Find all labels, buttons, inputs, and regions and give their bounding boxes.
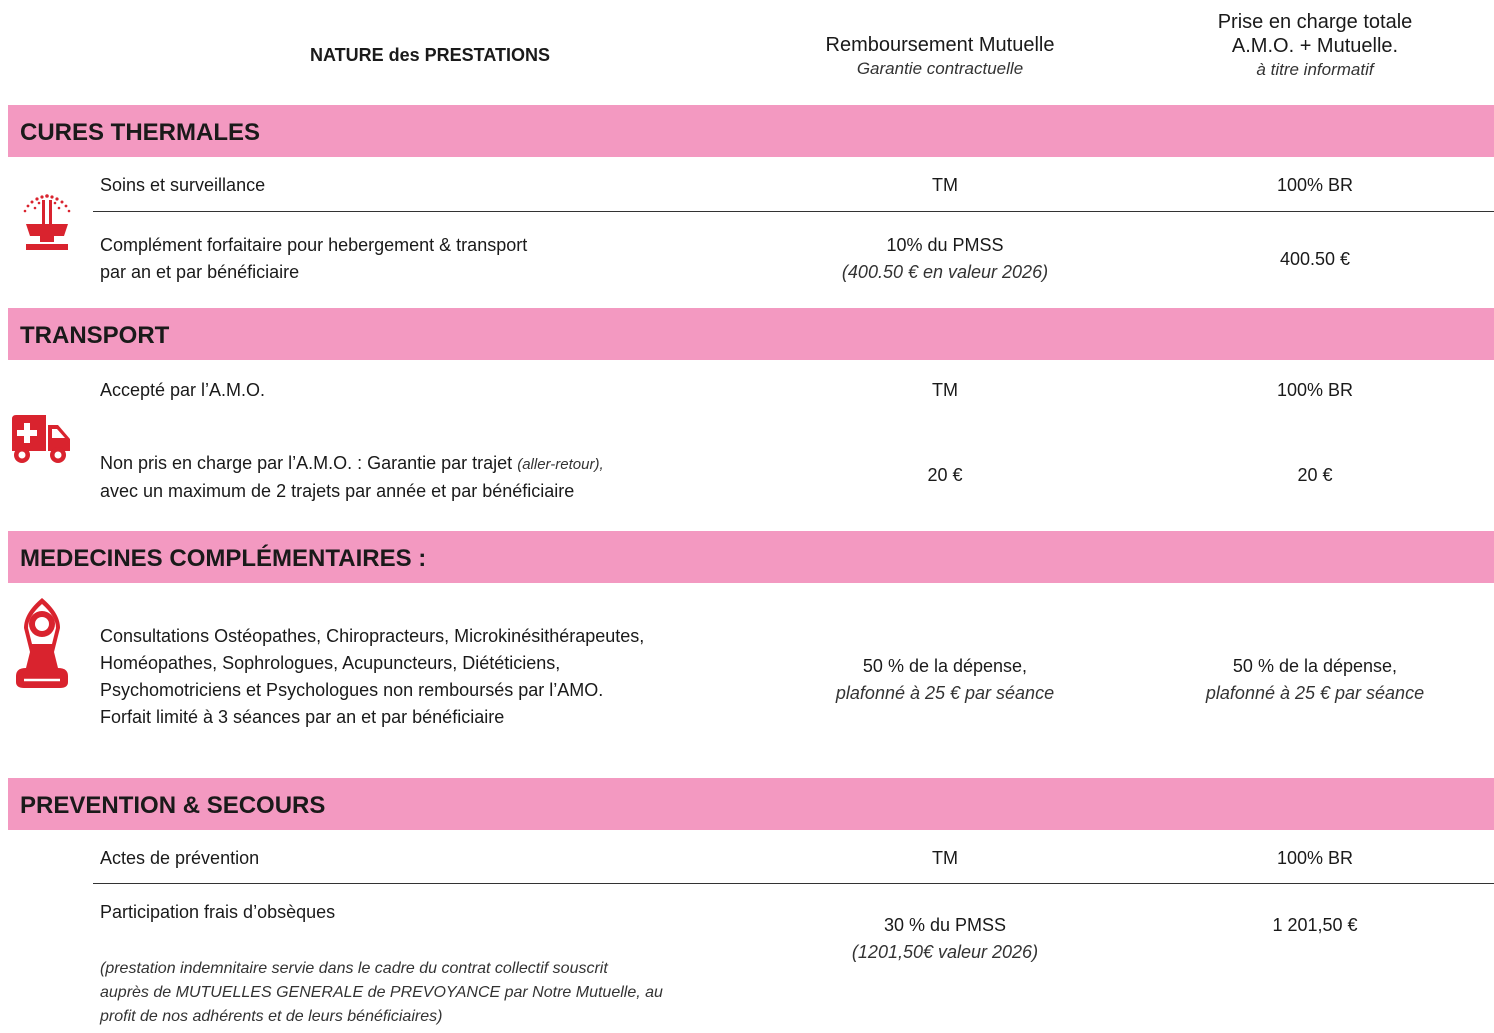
section-header-prevention <box>8 778 1494 830</box>
row-value-consultations-total-note: plafonné à 25 € par séance <box>1205 683 1425 703</box>
row-label-non-pris <box>100 450 604 505</box>
row-value-obseques-total: 1 201,50 € <box>1272 915 1358 935</box>
row-value-non-pris-total: 20 € <box>1297 465 1333 485</box>
section-title-prevention: PREVENTION & SECOURS <box>20 792 326 819</box>
row-value-accepte-total: 100% BR <box>1276 380 1354 400</box>
row-divider <box>93 883 1494 884</box>
row-value-prevention-mutuelle: TM <box>932 848 958 868</box>
row-label-complement <box>100 232 527 286</box>
column-header-reimbursement <box>780 33 1100 81</box>
column-header-nature: NATURE des PRESTATIONS <box>309 45 551 65</box>
row-note-obseques-line-3: profit de nos adhérents et de leurs bénéficiaires) <box>100 1008 443 1025</box>
row-label-non-pris-italic: (aller-retour), <box>517 456 604 473</box>
section-header-transport <box>8 308 1494 360</box>
row-label-accepte: Accepté par l’A.M.O. <box>100 380 266 400</box>
row-label-obseques: Participation frais d’obsèques <box>100 902 336 922</box>
row-value-consultations-mutuelle <box>790 653 1100 707</box>
row-note-obseques-line-2: auprès de MUTUELLES GENERALE de PREVOYANCE par Notre Mutuelle, au <box>100 984 663 1001</box>
row-value-soins-mutuelle: TM <box>932 175 958 195</box>
row-value-obseques-mutuelle-note: (1201,50€ valeur 2026) <box>851 942 1039 962</box>
row-note-obseques-line-1: (prestation indemnitaire servie dans le cadre du contrat collectif souscrit <box>100 960 608 977</box>
row-label-consultations-line-2: Homéopathes, Sophrologues, Acupuncteurs, Diététiciens, <box>100 653 561 673</box>
row-label-consultations-line-1: Consultations Ostéopathes, Chiropracteurs, Microkinésithérapeutes, <box>100 626 645 646</box>
section-title-cures: CURES THERMALES <box>20 119 261 146</box>
row-value-prevention-total: 100% BR <box>1276 848 1354 868</box>
row-value-non-pris-mutuelle: 20 € <box>927 465 963 485</box>
row-divider <box>93 211 1494 212</box>
row-label-prevention: Actes de prévention <box>100 848 260 868</box>
column-header-total-title-1: Prise en charge totale <box>1217 11 1413 33</box>
row-label-complement-line-2: par an et par bénéficiaire <box>100 262 300 282</box>
row-value-consultations-mutuelle-note: plafonné à 25 € par séance <box>835 683 1055 703</box>
row-value-soins-total: 100% BR <box>1276 175 1354 195</box>
column-header-total-subtitle: à titre informatif <box>1256 60 1374 79</box>
meditation-icon <box>14 596 70 694</box>
row-label-consultations-line-3: Psychomotriciens et Psychologues non remboursés par l’AMO. <box>100 680 604 700</box>
row-note-obseques <box>100 957 663 1029</box>
row-value-consultations-total <box>1160 653 1470 707</box>
section-header-medecines <box>8 531 1494 583</box>
section-title-transport: TRANSPORT <box>20 322 170 349</box>
row-value-complement-mutuelle-note: (400.50 € en valeur 2026) <box>841 262 1049 282</box>
row-label-consultations-line-4: Forfait limité à 3 séances par an et par bénéficiaire <box>100 707 505 727</box>
row-value-complement-total: 400.50 € <box>1279 249 1351 269</box>
fountain-icon <box>20 192 74 254</box>
column-header-total <box>1150 10 1480 82</box>
row-value-consultations-mutuelle-main: 50 % de la dépense, <box>862 656 1028 676</box>
row-label-soins: Soins et surveillance <box>100 175 266 195</box>
row-value-complement-mutuelle <box>790 232 1100 286</box>
row-label-non-pris-line-2: avec un maximum de 2 trajets par année et par bénéficiaire <box>100 481 575 501</box>
row-label-non-pris-text: Non pris en charge par l’A.M.O. : Garantie par trajet <box>100 453 513 473</box>
row-value-complement-mutuelle-main: 10% du PMSS <box>886 235 1004 255</box>
column-header-reimbursement-subtitle: Garantie contractuelle <box>856 59 1024 78</box>
row-label-consultations <box>100 623 644 731</box>
section-header-cures <box>8 105 1494 157</box>
ambulance-icon <box>10 413 72 465</box>
row-label-non-pris-line-1 <box>100 450 604 478</box>
row-value-obseques-mutuelle <box>790 912 1100 966</box>
row-value-consultations-total-main: 50 % de la dépense, <box>1232 656 1398 676</box>
row-value-accepte-mutuelle: TM <box>932 380 958 400</box>
section-title-medecines: MEDECINES COMPLÉMENTAIRES : <box>20 545 427 572</box>
column-header-total-title-2: A.M.O. + Mutuelle. <box>1231 35 1399 57</box>
row-label-complement-line-1: Complément forfaitaire pour hebergement & transport <box>100 235 528 255</box>
row-value-obseques-mutuelle-main: 30 % du PMSS <box>883 915 1007 935</box>
column-header-reimbursement-title: Remboursement Mutuelle <box>825 34 1055 56</box>
